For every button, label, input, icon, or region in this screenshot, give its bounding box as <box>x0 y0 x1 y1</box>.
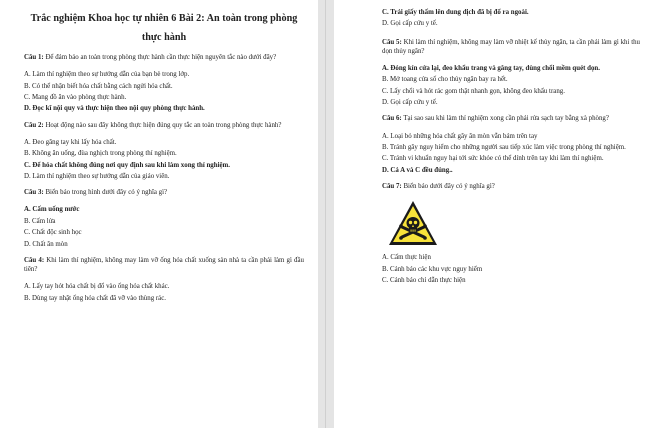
answer-option: B. Cảnh báo các khu vực nguy hiểm <box>382 265 483 273</box>
question-label: Câu 5: <box>382 38 402 46</box>
question-text <box>24 256 304 274</box>
question-label: Câu 7: <box>382 182 402 190</box>
answer-option: A. Loại bỏ những hóa chất gây ăn mòn vẫn bám trên tay <box>382 132 538 140</box>
right-page-content <box>382 8 640 287</box>
question-6 <box>382 114 640 175</box>
answer-option: B. Cấm lửa <box>24 217 56 225</box>
document-title: Trắc nghiệm Khoa học tự nhiên 6 Bài 2: An toàn trong phòng thực hành <box>30 13 298 43</box>
answer-option: B. Không ăn uống, đùa nghịch trong phòng thí nghiệm. <box>24 150 177 158</box>
answer-option: B. Mở toang cửa số cho thủy ngân bay ra hết. <box>382 76 508 84</box>
question-body: Khi làm thí nghiệm, không may làm vỡ ống hóa chất xuống sàn nhà ta cần phải làm gì đầu tiên? <box>24 256 304 273</box>
document-page-left <box>0 0 318 428</box>
question-label: Câu 6: <box>382 115 402 123</box>
question-label: Câu 2: <box>24 121 44 129</box>
answer-option: A. Làm thí nghiệm theo sự hướng dẫn của bạn bè trong lớp. <box>24 71 190 79</box>
answer-option: C. Cảnh báo chỉ dẫn thực hiện <box>382 276 466 284</box>
question-5 <box>382 38 640 108</box>
correct-answer-option: D. Cả A và C đều đúng.. <box>382 166 453 174</box>
answer-option: A. Cấm thực hiện <box>382 254 431 262</box>
question-label: Câu 3: <box>24 189 44 197</box>
answer-option: B. Dùng tay nhặt ống hóa chất đã vỡ vào thùng rác. <box>24 294 166 302</box>
answer-option: C. Chất độc sinh học <box>24 229 82 237</box>
answer-option: D. Gọi cấp cứu y tế. <box>382 99 438 107</box>
answer-option: B. Có thể nhận biết hóa chất bằng cách ngửi hóa chất. <box>24 82 173 90</box>
answer-option: A. Lấy tay hót hóa chất bị đổ vào ống hóa chất khác. <box>24 283 170 291</box>
answer-option: C. Mang đồ ăn vào phòng thực hành. <box>24 93 127 101</box>
left-page-content <box>24 9 304 305</box>
question-3 <box>24 188 304 249</box>
question-label: Câu 1: <box>24 54 44 61</box>
question-body: Để đảm bảo an toàn trong phòng thực hành cần thực hiện nguyên tắc nào dưới đây? <box>43 54 277 61</box>
question-text <box>24 188 304 197</box>
hazard-sign-graphic <box>387 199 439 247</box>
question-text <box>24 53 304 62</box>
question-body: Hoạt động nào sau đây không thực hiện đúng quy tắc an toàn trong phòng thực hành? <box>43 121 282 129</box>
correct-answer-option: A. Đóng kín cửa lại, đeo khẩu trang và găng tay, dùng chổi mềm quét dọn. <box>382 65 600 72</box>
question-body: Khi làm thí nghiệm, không may làm vỡ nhiệt kế thủy ngân, ta cần phải làm gì khi thu dọn thủy ngân? <box>382 38 640 55</box>
continuation-correct-option: C. Trải giấy thấm lên dung dịch đã bị đổ ra ngoài. <box>382 9 529 16</box>
answer-option: C. Lấy chổi và hót rác gom thật nhanh gọn, không đeo khẩu trang. <box>382 87 565 95</box>
question-4 <box>24 256 304 303</box>
question-label: Câu 4: <box>24 256 45 264</box>
answer-option: D. Chất ăn mòn <box>24 240 68 248</box>
question-text <box>24 121 304 130</box>
question-7 <box>382 182 640 285</box>
answer-option: D. Làm thí nghiệm theo sự hướng dẫn của giáo viên. <box>24 172 170 180</box>
question-1 <box>24 53 304 114</box>
answer-option: A. Đeo găng tay khi lấy hóa chất. <box>24 138 117 146</box>
toxic-skull-warning-icon <box>387 199 439 247</box>
answer-option: C. Tránh vi khuẩn nguy hại tới sức khỏe có thể dính trên tay khi làm thí nghiệm. <box>382 155 604 163</box>
document-page-right <box>334 0 650 428</box>
question-body: Tại sao sau khi làm thí nghiệm xong cần phải rửa sạch tay bằng xà phòng? <box>401 115 609 123</box>
question-text <box>382 38 640 56</box>
question-2 <box>24 121 304 182</box>
correct-answer-option: C. Để hóa chất không đúng nơi quy định sau khi làm xong thí nghiệm. <box>24 161 231 169</box>
correct-answer-option: D. Đọc kĩ nội quy và thực hiện theo nội quy phòng thực hành. <box>24 105 205 113</box>
question-text <box>382 114 640 123</box>
page-gutter <box>318 0 334 428</box>
correct-answer-option: A. Cấm uống nước <box>24 206 80 214</box>
question-body: Biển báo trong hình dưới đây có ý nghĩa gì? <box>43 189 168 197</box>
question-text <box>382 182 640 191</box>
question-body: Biển báo dưới đây có ý nghĩa gì? <box>401 182 495 190</box>
continuation-option: D. Gọi cấp cứu y tế. <box>382 20 438 28</box>
answer-option: B. Tránh gây nguy hiểm cho những người sau tiếp xúc làm việc trong phòng thí nghiệm. <box>382 143 626 151</box>
